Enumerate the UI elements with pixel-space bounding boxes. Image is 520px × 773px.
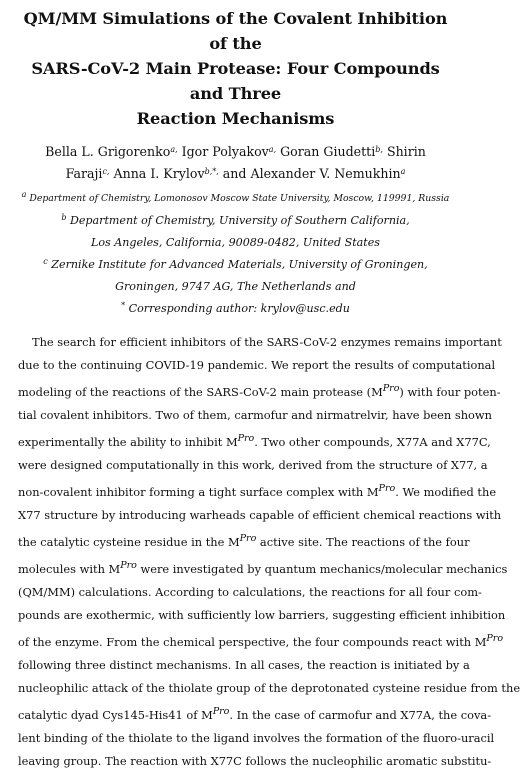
abstract-line: lent binding of the thiolate to the ligand involves the formation of the fluoro-uracil — [18, 731, 495, 746]
abstract-line: pounds are exothermic, with sufficiently low barriers, suggesting efficient inhibition — [18, 608, 506, 623]
author-list — [18, 141, 453, 185]
abstract-line: (QM/MM) calculations. According to calculations, the reactions for all four com- — [18, 584, 482, 599]
author-line: Bella L. Grigorenko$^{a,}$ Igor Polyakov$^{a,}$ Goran Giudetti$^{b,}$ Shirin — [45, 144, 426, 159]
abstract-line: the catalytic cysteine residue in the $M^{Pro}$ active site. The reactions of the four — [18, 533, 470, 549]
affiliation-line: $^a$ Department of Chemistry, Lomonosov Moscow State University, Moscow, 119991, Russia — [21, 190, 450, 204]
affiliation-line: Groningen, 9747 AG, The Netherlands and — [115, 280, 356, 293]
abstract-line: modeling of the reactions of the SARS-CoV-2 main protease $(M^{Pro})$ with four poten- — [18, 383, 501, 399]
abstract-line: catalytic dyad Cys145-His41 of $M^{Pro}$. In the case of carmofur and X77A, the cova- — [18, 706, 492, 722]
corresponding-author: * Corresponding author: krylov@usc.edu — [121, 301, 350, 315]
author-line: Faraji$^{c,}$ Anna I. Krylov$^{b,*,}$ and Alexander V. Nemukhin$^a$ — [65, 166, 406, 181]
abstract-line: experimentally the ability to inhibit $M^{Pro}$. Two other compounds, X77A and X77C, — [18, 433, 491, 449]
abstract-line: non-covalent inhibitor forming a tight surface complex with $M^{Pro}$. We modified the — [18, 483, 497, 499]
abstract-line: The search for efficient inhibitors of the SARS-CoV-2 enzymes remains important — [32, 335, 502, 349]
abstract — [18, 331, 520, 773]
title-line: Reaction Mechanisms — [136, 109, 335, 128]
affiliation-line: Los Angeles, California, 90089-0482, United States — [90, 236, 380, 249]
title-line: QM/MM Simulations of the Covalent Inhibition of the — [23, 9, 448, 53]
title-line: SARS-CoV-2 Main Protease: Four Compounds and Three — [31, 59, 440, 103]
paper-page — [0, 6, 520, 769]
affiliation-line: $^b$ Department of Chemistry, University of Southern California, — [61, 213, 410, 227]
abstract-line: due to the continuing COVID-19 pandemic. We report the results of computational — [18, 358, 496, 373]
abstract-line: of the enzyme. From the chemical perspective, the four compounds react with $M^{Pro}$ — [18, 633, 504, 649]
abstract-line: nucleophilic attack of the thiolate group of the deprotonated cysteine residue from the — [18, 681, 520, 696]
abstract-line: X77 structure by introducing warheads capable of efficient chemical reactions with — [18, 508, 502, 523]
paper-title — [18, 6, 453, 131]
abstract-line: leaving group. The reaction with X77C follows the nucleophilic aromatic substitu- — [18, 754, 492, 769]
abstract-line: tial covalent inhibitors. Two of them, carmofur and nirmatrelvir, have been shown — [18, 408, 492, 423]
affiliation-line: $^c$ Zernike Institute for Advanced Materials, University of Groningen, — [43, 257, 428, 271]
abstract-line: following three distinct mechanisms. In all cases, the reaction is initiated by a — [18, 658, 470, 672]
abstract-line: molecules with $M^{Pro}$ were investigated by quantum mechanics/molecular mechanics — [18, 560, 508, 576]
abstract-line: were designed computationally in this work, derived from the structure of X77, a — [18, 458, 488, 473]
affiliation-list — [18, 188, 453, 320]
